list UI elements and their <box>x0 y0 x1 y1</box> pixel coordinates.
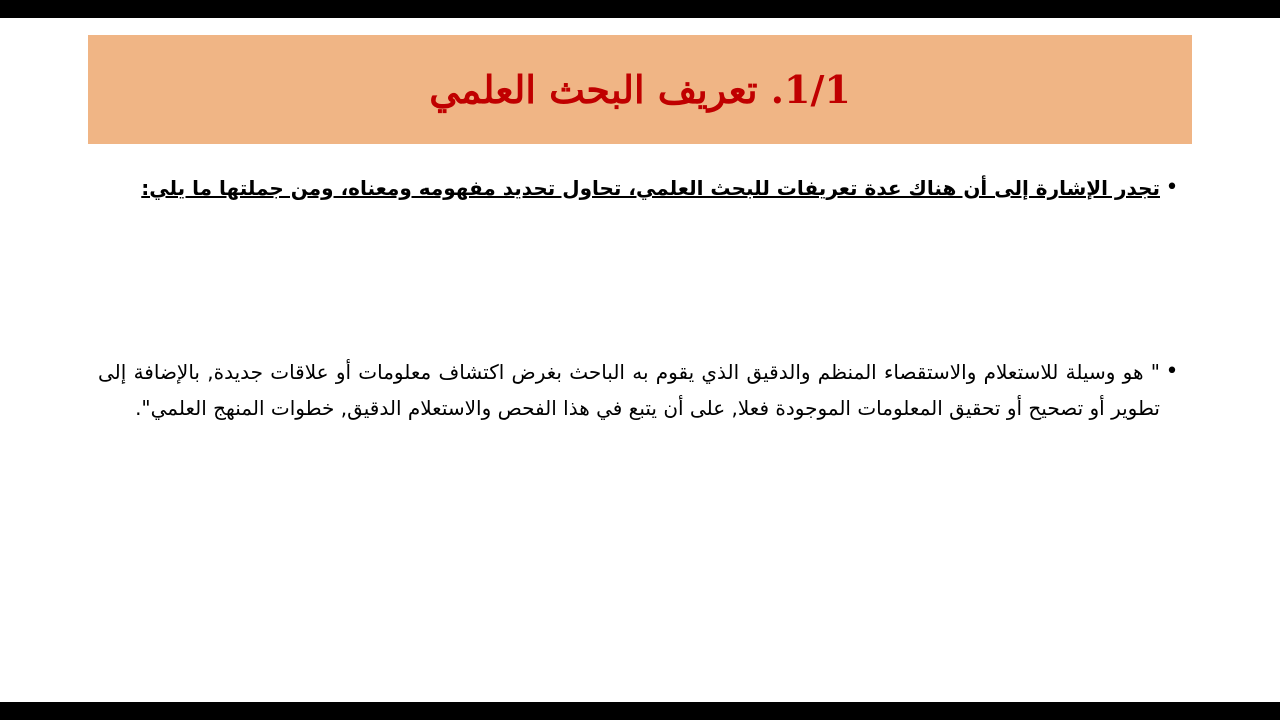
bullet-text-intro: تجدر الإشارة إلى أن هناك عدة تعريفات للبحث العلمي، تحاول تحديد مفهومه ومعناه، ومن جملتها ما يلي: <box>141 176 1160 200</box>
top-letterbox <box>0 0 1280 18</box>
bottom-letterbox <box>0 702 1280 720</box>
slide-title: 1/1. تعريف البحث العلمي <box>429 67 851 112</box>
bullet-icon: • <box>1165 359 1179 384</box>
bullet-item-definition <box>98 354 1184 426</box>
slide <box>0 18 1280 702</box>
bullet-text-definition: " هو وسيلة للاستعلام والاستقصاء المنظم والدقيق الذي يقوم به الباحث بغرض اكتشاف معلومات أو علاقات جديدة, بالإضافة إلى تطوير أو تصحيح أو تحقيق المعلومات الموجودة فعلا, على أن يتبع في هذا الفحص والاستعلام الدقيق, خطوات المنهج العلمي". <box>98 360 1160 420</box>
bullet-item-intro <box>98 170 1184 206</box>
title-banner <box>88 35 1192 144</box>
bullet-icon: • <box>1165 175 1179 200</box>
